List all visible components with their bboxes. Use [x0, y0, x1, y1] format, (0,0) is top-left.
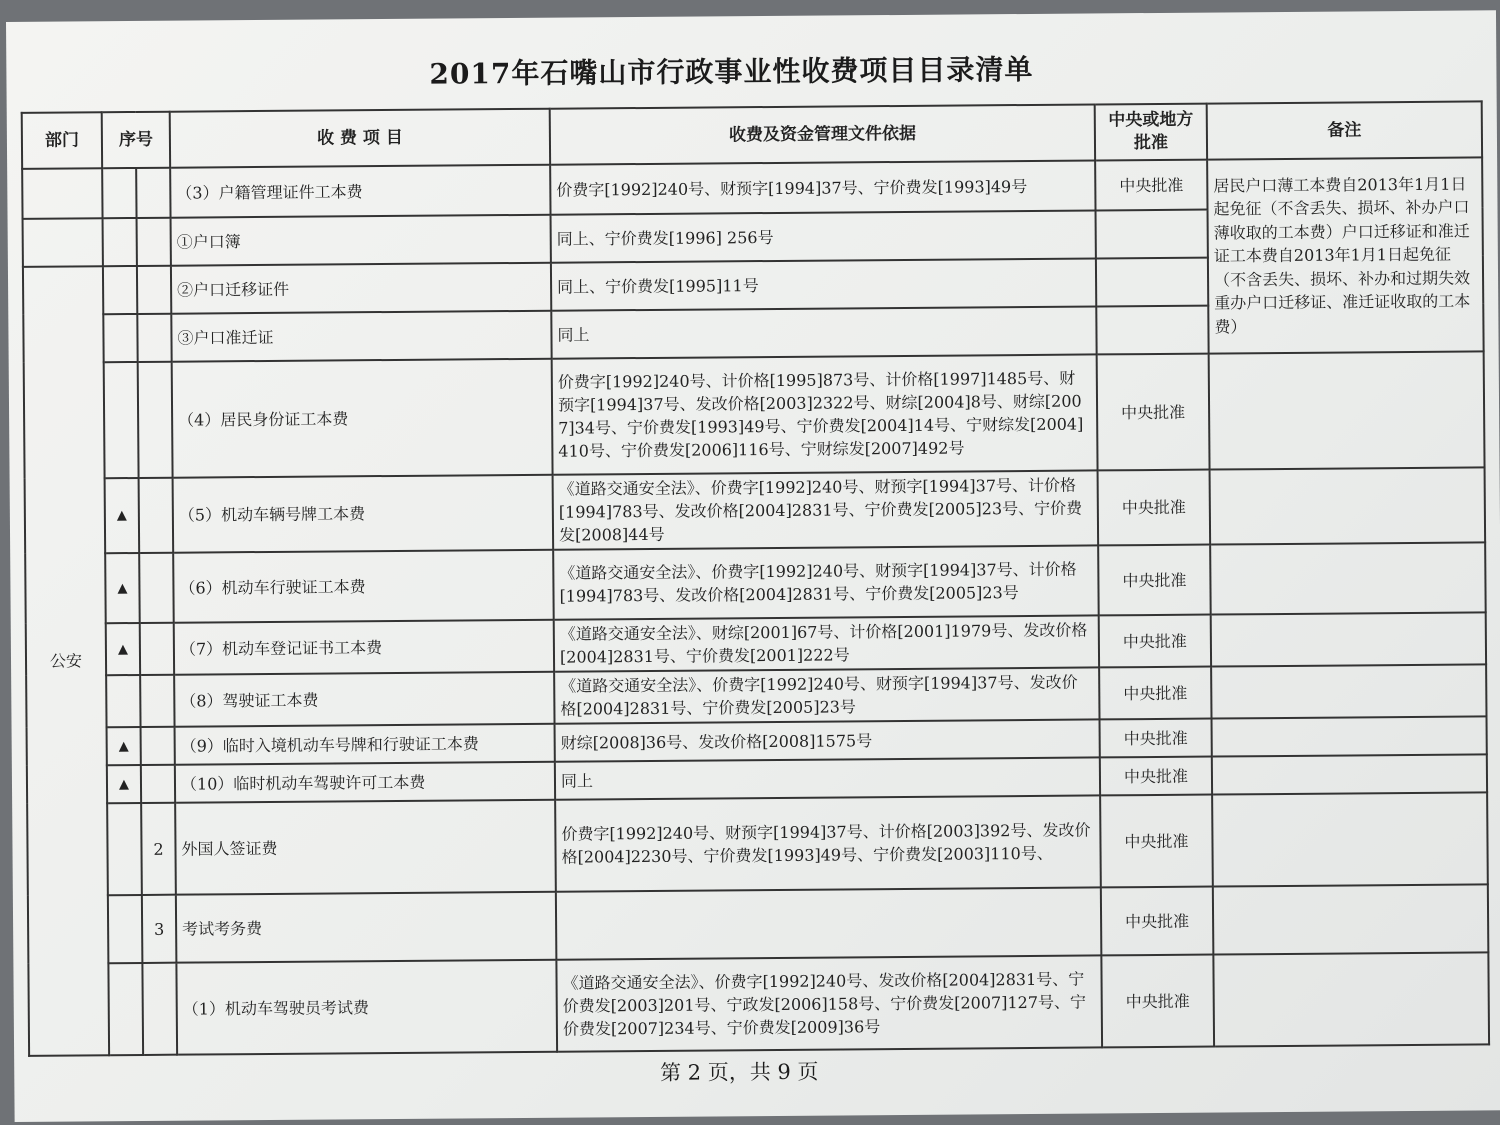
remark-cell: [1210, 542, 1486, 614]
fee-item: 外国人签证费: [175, 800, 556, 895]
fee-item: （7）机动车登记证书工本费: [174, 620, 554, 675]
seq-cell: [138, 362, 173, 478]
remark-cell: [1213, 952, 1489, 1046]
fee-basis: [556, 887, 1102, 959]
header-basis: 收费及资金管理文件依据: [550, 104, 1095, 164]
fee-approval: 中央批准: [1101, 955, 1214, 1048]
fee-approval: 中央批准: [1097, 354, 1210, 471]
table-row: [25, 467, 1486, 553]
page-title: 2017年石嘴山市行政事业性收费项目目录清单: [429, 52, 1034, 91]
seq-cell: [142, 963, 177, 1055]
seq-cell: [141, 727, 175, 765]
seq-cell: 3: [142, 895, 177, 963]
fee-table: [21, 100, 1490, 1056]
fee-item: （10）临时机动车驾驶许可工本费: [175, 762, 555, 803]
remark-cell: [1211, 664, 1486, 718]
fee-basis: 同上、宁价费发[1996] 256号: [551, 210, 1096, 262]
table-row: [24, 351, 1485, 478]
fee-item: 考试考务费: [176, 892, 557, 963]
fee-item: （3）户籍管理证件工本费: [170, 165, 550, 218]
header-dept: 部门: [22, 112, 102, 169]
header-approval: 中央或地方批准: [1095, 104, 1207, 161]
seq-cell: [141, 765, 175, 803]
fee-item: ③户口准迁证: [171, 311, 551, 362]
triangle-marker-icon: ▲: [105, 478, 140, 553]
seq-cell: [140, 675, 174, 727]
seq-cell: [137, 314, 171, 362]
remark-cell: [1210, 467, 1486, 544]
seq-cell: 2: [141, 803, 176, 895]
fee-basis: 财综[2008]36号、发改价格[2008]1575号: [555, 719, 1100, 761]
table-row: [25, 542, 1486, 623]
header-seq: 序号: [102, 112, 170, 169]
remark-cell: 居民户口薄工本费自2013年1月1日起免征（不含丢失、损坏、补办户口薄收取的工本费）户口迁移证和准迁证工本费自2013年1月1日起免征（不含丢失、损坏、补办和过期失效重办户口迁移证、准迁证收取的工本费）: [1207, 157, 1484, 353]
fee-approval: 中央批准: [1098, 470, 1211, 546]
marker-cell: [103, 314, 137, 362]
fee-item: （4）居民身份证工本费: [172, 359, 553, 478]
marker-cell: [108, 963, 143, 1055]
fee-basis: 《道路交通安全法》、价费字[1992]240号、财预字[1994]37号、发改价格[2004]2831号、宁价费发[2005]23号: [554, 667, 1099, 723]
fee-item: （9）临时入境机动车号牌和行驶证工本费: [175, 724, 555, 765]
triangle-marker-icon: ▲: [107, 727, 141, 765]
dept-cell: 公安: [23, 266, 109, 1056]
fee-approval: 中央批准: [1098, 545, 1211, 616]
marker-cell: [107, 803, 142, 895]
fee-item: ①户口簿: [171, 215, 551, 266]
seq-cell: [137, 218, 171, 266]
fee-basis: 价费字[1992]240号、计价格[1995]873号、计价格[1997]1485号、财预字[1994]37号、发改价格[2003]2322号、财综[2004]8号、财综[2007]34号、宁价费发[1993]49号、宁价费发[2004]14号、宁财综发[2004]410号、宁价费发[2006]116号、宁财综发[2007]492号: [552, 354, 1098, 474]
fee-basis: 《道路交通安全法》、价费字[1992]240号、财预字[1994]37号、计价格[1994]783号、发改价格[2004]2831号、宁价费发[2005]23号、宁价费发[2008]44号: [553, 470, 1099, 549]
seq-cell: [139, 553, 174, 623]
fee-basis: 价费字[1992]240号、财预字[1994]37号、计价格[2003]392号、发改价格[2004]2230号、宁价费发[1993]49号、宁价费发[2003]110号、: [555, 795, 1101, 891]
fee-approval: 中央批准: [1095, 160, 1207, 211]
marker-cell: [102, 168, 136, 218]
seq-cell: [136, 168, 170, 218]
triangle-marker-icon: ▲: [105, 553, 140, 623]
dept-cell-top: [23, 218, 103, 267]
fee-basis: 《道路交通安全法》、价费字[1992]240号、财预字[1994]37号、计价格[1994]783号、发改价格[2004]2831号、宁价费发[2005]23号: [553, 545, 1099, 619]
marker-cell: [103, 218, 137, 266]
table-row: [22, 157, 1482, 218]
fee-item: （1）机动车驾驶员考试费: [176, 960, 557, 1055]
fee-basis: 同上: [551, 306, 1096, 358]
fee-approval: 中央批准: [1101, 887, 1214, 956]
seq-cell: [137, 266, 171, 314]
fee-approval: 中央批准: [1099, 615, 1211, 668]
marker-cell: [108, 895, 143, 963]
page-footer: 第 2 页，共 9 页: [659, 1059, 819, 1085]
fee-basis: 同上: [555, 757, 1100, 799]
marker-cell: [104, 362, 139, 478]
fee-approval: [1096, 306, 1208, 355]
fee-item: （6）机动车行驶证工本费: [173, 550, 554, 623]
fee-approval: 中央批准: [1099, 667, 1211, 720]
table-row: [28, 952, 1489, 1055]
fee-basis: 《道路交通安全法》、财综[2001]67号、计价格[2001]1979号、发改价格[2004]2831号、宁价费发[2001]222号: [554, 615, 1099, 671]
fee-approval: 中央批准: [1100, 757, 1212, 796]
triangle-marker-icon: ▲: [106, 623, 140, 675]
fee-approval: [1096, 258, 1208, 307]
fee-basis: 《道路交通安全法》、价费字[1992]240号、发改价格[2004]2831号、宁价费发[2003]201号、宁政发[2006]158号、宁价费发[2007]127号、宁价费发[2007]234号、宁价费发[2009]36号: [556, 955, 1102, 1051]
header-remark: 备注: [1207, 101, 1482, 159]
seq-cell: [139, 478, 174, 553]
header-item: 收 费 项 目: [170, 109, 550, 168]
seq-cell: [140, 623, 174, 675]
fee-item: （8）驾驶证工本费: [174, 672, 554, 727]
remark-cell: [1212, 716, 1487, 756]
remark-cell: [1209, 351, 1485, 469]
fee-item: （5）机动车辆号牌工本费: [173, 475, 554, 553]
dept-cell-top: [22, 168, 102, 219]
fee-basis: 价费字[1992]240号、财预字[1994]37号、宁价费发[1993]49号: [550, 160, 1095, 214]
fee-approval: [1096, 210, 1208, 259]
remark-cell: [1212, 754, 1487, 794]
table-row: [28, 884, 1488, 963]
triangle-marker-icon: ▲: [107, 765, 141, 803]
remark-cell: [1212, 792, 1488, 886]
fee-item: ②户口迁移证件: [171, 263, 551, 314]
fee-approval: 中央批准: [1100, 719, 1212, 758]
marker-cell: [103, 266, 137, 314]
fee-basis: 同上、宁价费发[1995]11号: [551, 258, 1096, 310]
remark-cell: [1211, 612, 1486, 666]
table-row: [27, 792, 1488, 895]
marker-cell: [106, 675, 140, 727]
fee-approval: 中央批准: [1100, 795, 1213, 888]
document-page: [6, 10, 1500, 1122]
remark-cell: [1213, 884, 1489, 954]
